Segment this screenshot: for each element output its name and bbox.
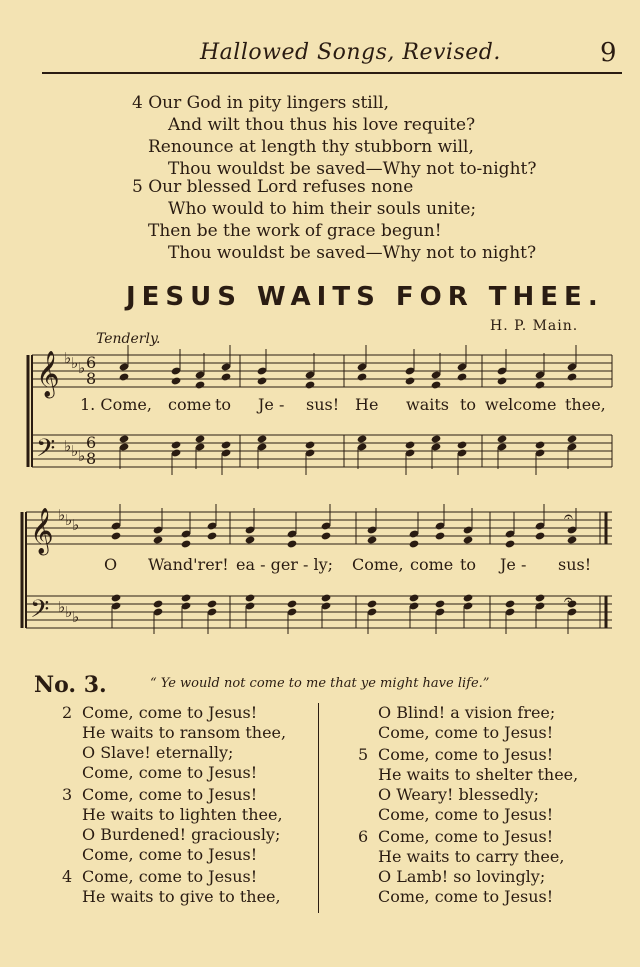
music-symbol: 𝄐: [564, 590, 573, 609]
stanza: [62, 785, 312, 865]
notehead: [119, 434, 130, 443]
music-symbol: 6: [86, 433, 97, 452]
composer-credit: H. P. Main.: [490, 318, 579, 334]
verse-line: Come, come to Jesus!: [82, 785, 258, 804]
epigraph: “ Ye would not come to me that ye might have life.”: [150, 676, 490, 691]
lyric-word: Je -: [500, 555, 527, 574]
music-symbol: 𝄞: [30, 508, 54, 554]
lyric-word: come: [410, 555, 454, 574]
verse-line: Thou wouldst be saved—Why not to-night?: [168, 159, 537, 179]
notehead: [435, 531, 446, 540]
verse-line: Come, come to Jesus!: [82, 867, 258, 886]
music-symbol: ♭: [71, 442, 79, 460]
verse-line: Come, come to Jesus!: [378, 745, 554, 764]
page-number: 9: [600, 38, 617, 68]
notehead: [409, 539, 420, 548]
notehead: [171, 440, 182, 449]
notehead: [405, 376, 416, 385]
notehead: [195, 380, 206, 389]
verse-line: Come, come to Jesus!: [378, 723, 554, 742]
tempo-marking: Tenderly.: [96, 331, 161, 347]
notehead: [505, 539, 516, 548]
notehead: [111, 593, 122, 602]
verse-line: Come, come to Jesus!: [82, 703, 258, 722]
notehead: [287, 599, 298, 608]
notehead: [305, 380, 316, 389]
stanza-number: 4: [132, 93, 143, 113]
verse-line: Come, come to Jesus!: [82, 763, 258, 782]
stanza: [62, 703, 312, 783]
hymn-title: JESUS WAITS FOR THEE.: [126, 282, 604, 312]
music-symbol: 𝄞: [36, 351, 60, 397]
verse-line: Renounce at length thy stubborn will,: [148, 137, 474, 157]
notehead: [221, 440, 232, 449]
stanzas-left-column: [62, 703, 312, 909]
notehead: [535, 593, 546, 602]
notehead: [171, 376, 182, 385]
music-symbol: ♭: [64, 349, 72, 367]
notehead: [321, 593, 332, 602]
lyric-word: Je -: [258, 395, 285, 414]
notehead: [505, 599, 516, 608]
lyric-word: ea - ger - ly;: [236, 555, 334, 574]
stanza-number: 5: [132, 177, 143, 197]
notehead: [367, 535, 378, 544]
stanza-number: 4: [62, 867, 73, 886]
notehead: [535, 440, 546, 449]
running-title: Hallowed Songs, Revised.: [200, 40, 501, 65]
notehead: [305, 440, 316, 449]
stanza-number: 5: [358, 745, 369, 764]
music-symbol: 6: [86, 353, 97, 372]
verse-line: He waits to give to thee,: [82, 887, 281, 906]
notehead: [435, 599, 446, 608]
verse-line: Who would to him their souls unite;: [168, 199, 477, 219]
lyric-word: to: [460, 555, 477, 574]
notehead: [357, 372, 368, 381]
lyric-word: He: [355, 395, 379, 414]
notehead: [207, 531, 218, 540]
notehead: [457, 372, 468, 381]
notehead: [567, 535, 578, 544]
lyric-word: to: [215, 395, 232, 414]
verse-line: Our God in pity lingers still,: [148, 93, 389, 113]
notehead: [357, 434, 368, 443]
music-symbol: 𝄐: [564, 507, 573, 526]
verse-line: Thou wouldst be saved—Why not to night?: [168, 243, 537, 263]
hymn-number: No. 3.: [34, 672, 107, 698]
stanza-number: 6: [358, 827, 369, 846]
notehead: [221, 372, 232, 381]
verse-line: O Lamb! so lovingly;: [378, 867, 546, 886]
lyric-word: 1. Come,: [80, 395, 152, 414]
notehead: [287, 539, 298, 548]
notehead: [195, 434, 206, 443]
music-symbol: ♭: [65, 511, 73, 529]
lyric-word: come: [168, 395, 212, 414]
verse-line: Come, come to Jesus!: [378, 887, 554, 906]
notehead: [409, 593, 420, 602]
music-symbol: ♭: [71, 354, 79, 372]
stanzas-right-column: [358, 703, 608, 909]
notehead: [367, 599, 378, 608]
music-symbol: 8: [86, 369, 97, 388]
notehead: [111, 531, 122, 540]
verse-line: He waits to carry thee,: [378, 847, 565, 866]
lyric-word: welcome: [485, 395, 557, 414]
verse-line: Come, come to Jesus!: [82, 845, 258, 864]
notehead: [405, 440, 416, 449]
stanza-number: 3: [62, 785, 73, 804]
verse-line: Our blessed Lord refuses none: [148, 177, 414, 197]
lyric-word: thee,: [565, 395, 606, 414]
notehead: [567, 434, 578, 443]
notehead: [535, 380, 546, 389]
music-symbol: ♭: [78, 447, 86, 465]
verse-line: He waits to lighten thee,: [82, 805, 283, 824]
notehead: [257, 434, 268, 443]
notehead: [207, 599, 218, 608]
verse-line: Then be the work of grace begun!: [148, 221, 442, 241]
notehead: [181, 539, 192, 548]
verse-line: Come, come to Jesus!: [378, 827, 554, 846]
verse-line: He waits to shelter thee,: [378, 765, 579, 784]
music-symbol: 𝄢: [36, 434, 56, 469]
music-symbol: 8: [86, 449, 97, 468]
notehead: [535, 531, 546, 540]
music-symbol: ♭: [64, 437, 72, 455]
notehead: [119, 372, 130, 381]
stanza: [62, 867, 312, 907]
verse-line: O Weary! blessedly;: [378, 785, 540, 804]
notehead: [245, 535, 256, 544]
notehead: [245, 593, 256, 602]
verse-line: O Burdened! graciously;: [82, 825, 281, 844]
stanza: [358, 827, 608, 907]
lyric-word: Come,: [352, 555, 404, 574]
music-symbol: ♭: [58, 506, 66, 524]
verse-line: And wilt thou thus his love requite?: [168, 115, 476, 135]
music-symbol: ♭: [78, 359, 86, 377]
lyric-word: sus!: [558, 555, 592, 574]
notehead: [567, 372, 578, 381]
music-symbol: ♭: [72, 516, 80, 534]
music-symbol: ♭: [65, 603, 73, 621]
stanza-number: 2: [62, 703, 73, 722]
notehead: [257, 376, 268, 385]
notehead: [321, 531, 332, 540]
stanza: [358, 745, 608, 825]
notehead: [457, 440, 468, 449]
lyric-word: to: [460, 395, 477, 414]
music-symbol: 𝄢: [30, 595, 50, 630]
notehead: [463, 593, 474, 602]
verse-line: He waits to ransom thee,: [82, 723, 287, 742]
music-symbol: ♭: [72, 608, 80, 626]
lyric-word: O: [104, 555, 118, 574]
notehead: [497, 434, 508, 443]
notehead: [153, 535, 164, 544]
lyric-word: Wand'rer!: [148, 555, 229, 574]
verse-line: Come, come to Jesus!: [378, 805, 554, 824]
stanza: [358, 703, 608, 743]
column-divider: [318, 703, 319, 913]
notehead: [463, 535, 474, 544]
notehead: [497, 376, 508, 385]
notehead: [181, 593, 192, 602]
notehead: [153, 599, 164, 608]
lyric-word: sus!: [306, 395, 340, 414]
notehead: [431, 434, 442, 443]
music-symbol: ♭: [58, 598, 66, 616]
verse-line: O Slave! eternally;: [82, 743, 234, 762]
lyric-word: waits: [406, 395, 449, 414]
notehead: [431, 380, 442, 389]
verse-line: O Blind! a vision free;: [378, 703, 556, 722]
